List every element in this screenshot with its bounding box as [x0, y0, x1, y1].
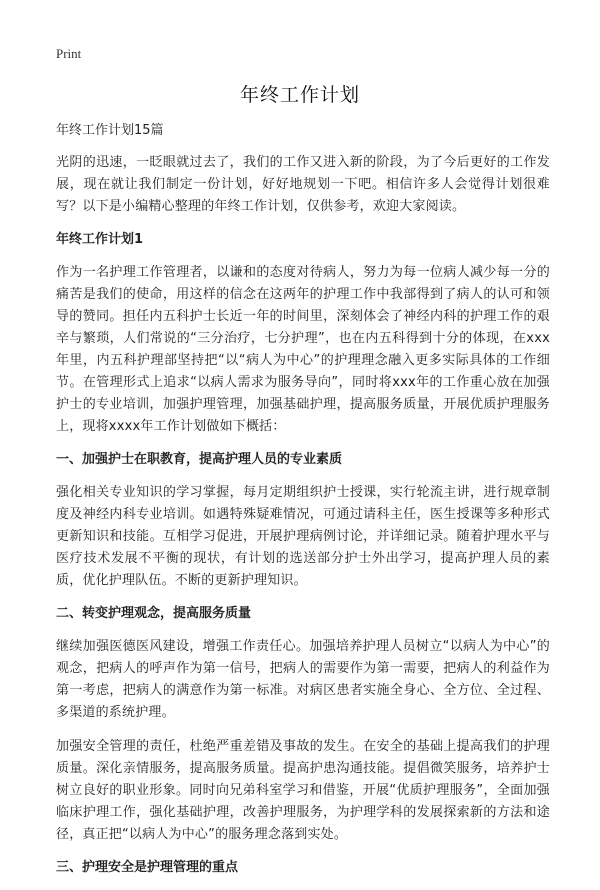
- section-heading-safety: 三、护理安全是护理管理的重点: [56, 860, 239, 875]
- document-subtitle: 年终工作计划15篇: [56, 123, 164, 138]
- print-link[interactable]: Print: [56, 46, 82, 61]
- section-heading-service: 二、转变护理观念，提高服务质量: [56, 606, 252, 621]
- education-paragraph: 强化相关专业知识的学习掌握，每月定期组织护士授课，实行轮流主讲，进行规章制度及神经内科专业培训。如遇特殊疑难情况，可通过请科主任，医生授课等多种形式更新知识和技能。互相学习促进，开展护理病例讨论，并详细记录。随着护理水平与医疗技术发展不平衡的现状，有计划的选送部分护士外出学习，提高护理人员的素质，优化护理队伍。不断的更新护理知识。: [56, 485, 550, 588]
- document-body: [56, 122, 550, 890]
- service-paragraph-1: 继续加强医德医风建设，增强工作责任心。加强培养护理人员树立“以病人为中心”的观念，把病人的呼声作为第一信号，把病人的需要作为第一需要，把病人的利益作为第一考虑，把病人的满意作为第一标准。对病区患者实施全身心、全方位、全过程、多渠道的系统护理。: [56, 639, 550, 720]
- page-title: 年终工作计划: [239, 84, 360, 106]
- section-heading-plan-1: 年终工作计划1: [56, 232, 144, 247]
- service-paragraph-2: 加强安全管理的责任，杜绝严重差错及事故的发生。在安全的基础上提高我们的护理质量。深化亲情服务，提高服务质量。提高护患沟通技能。提倡微笑服务，培养护士树立良好的职业形象。同时向兄弟科室学习和借鉴，开展“优质护理服务”，全面加强临床护理工作，强化基础护理，改善护理服务，为护理学科的发展探索新的方法和途径，真正把“以病人为中心”的服务理念落到实处。: [56, 739, 550, 842]
- intro-paragraph: 光阴的迅速，一眨眼就过去了，我们的工作又进入新的阶段，为了今后更好的工作发展，现在就让我们制定一份计划，好好地规划一下吧。相信许多人会觉得计划很难写？以下是小编精心整理的年终工作计划，仅供参考，欢迎大家阅读。: [56, 155, 550, 214]
- section-heading-education: 一、加强护士在职教育，提高护理人员的专业素质: [56, 452, 343, 467]
- plan-1-paragraph: 作为一名护理工作管理者，以谦和的态度对待病人，努力为每一位病人减少每一分的痛苦是我们的使命，用这样的信念在这两年的护理工作中我部得到了病人的认可和领导的赞同。担任内五科护士长近一年的时间里，深刻体会了神经内科的护理工作的艰辛与繁琐，人们常说的“三分治疗，七分护理”，也在内五科得到十分的体现，在xxx年里，内五科护理部坚持把“以“病人为中心”的护理理念融入更多实际具体的工作细节。在管理形式上追求“以病人需求为服务导向”，同时将xxx年的工作重心放在加强护士的专业培训，加强护理管理，加强基础护理，提高服务质量，开展优质护理服务上，现将xxxx年工作计划做如下概括：: [56, 265, 550, 434]
